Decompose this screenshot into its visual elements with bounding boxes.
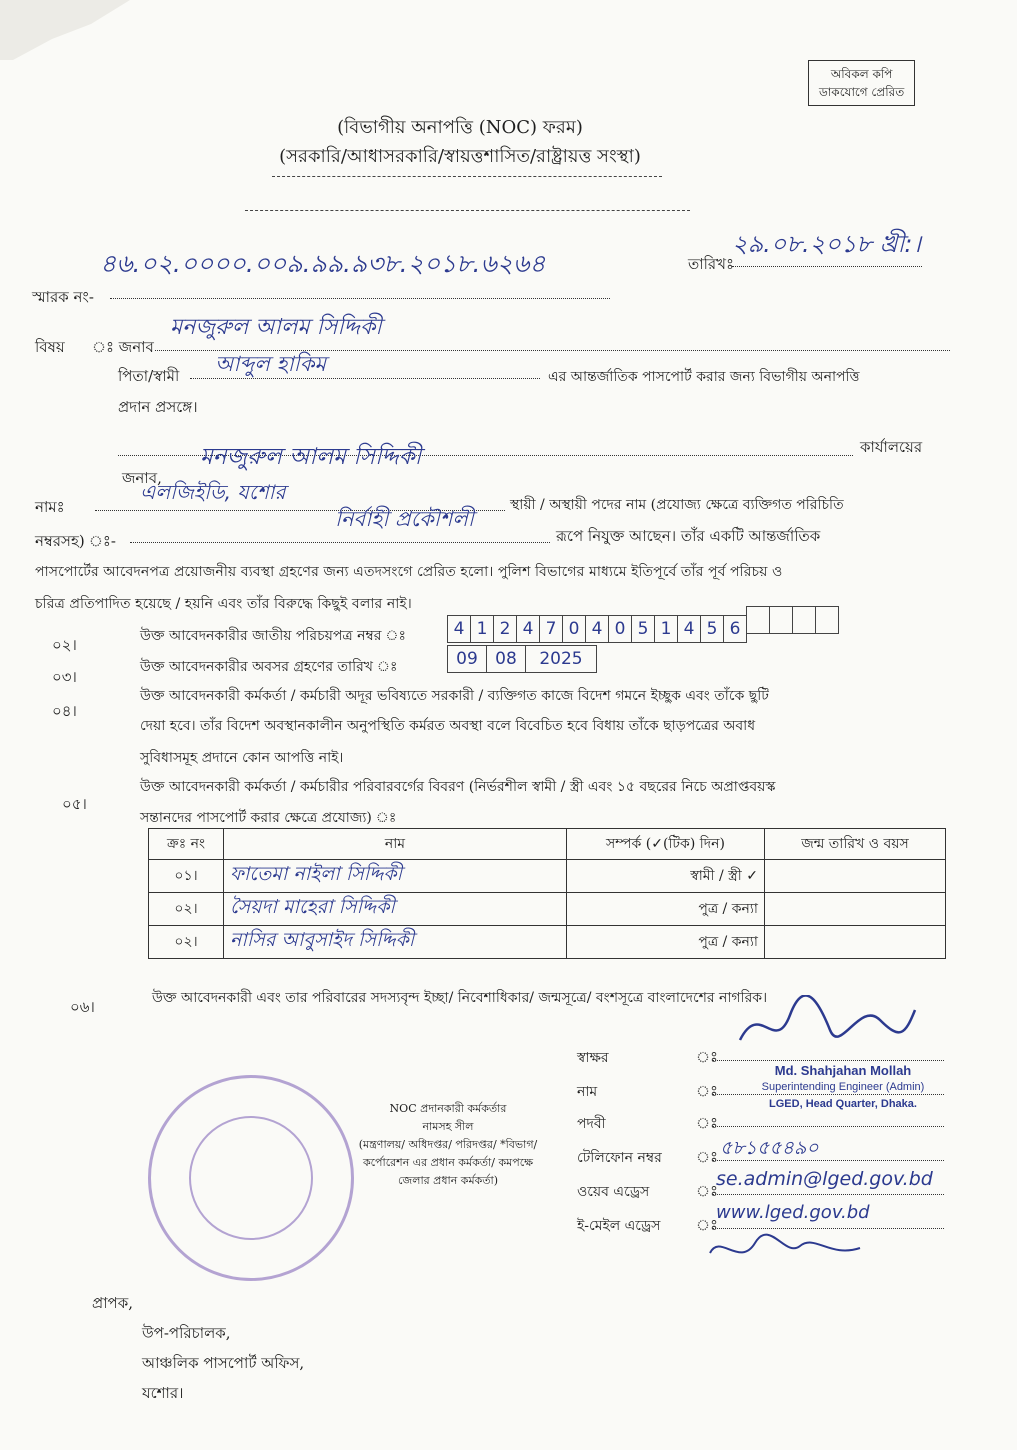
- subject-label: বিষয়: [35, 338, 65, 356]
- member-name: নাসির আবুসাইদ সিদ্দিকী: [224, 926, 567, 959]
- member-dob: [765, 926, 946, 959]
- nid-digit: 7: [539, 615, 563, 643]
- nid-digit: 0: [562, 615, 586, 643]
- row-number: ০২।: [149, 893, 224, 926]
- phone-field-label: টেলিফোন নম্বর: [577, 1150, 662, 1166]
- post-suffix: স্থায়ী / অস্থায়ী পদের নাম (প্রযোজ্য ক্ষেত্রে ব্যক্তিগত পরিচিতি: [510, 497, 844, 513]
- colon: ঃ: [696, 1114, 719, 1132]
- nid-digit: 2: [493, 615, 517, 643]
- item-number: ০৬।: [70, 998, 95, 1016]
- row-number: ০২।: [149, 926, 224, 959]
- colon: ঃ: [696, 1082, 719, 1100]
- table-row: [149, 893, 946, 926]
- name-field-label: নাম: [577, 1084, 598, 1100]
- member-dob: [765, 860, 946, 893]
- email-field-label: ই-মেইল এড্রেস: [577, 1218, 661, 1234]
- subject-suffix: এর আন্তর্জাতিক পাসপোর্ট করার জন্য বিভাগীয় অনাপত্তি: [548, 369, 860, 385]
- title-underline: [272, 176, 662, 177]
- email-value: www.lged.gov.bd: [716, 1202, 870, 1223]
- item-text: উক্ত আবেদনকারী কর্মকর্তা / কর্মচারীর পরিবারবর্গের বিবরণ (নির্ভরশীল স্বামী / স্ত্রী এবং ১৫ বছরের নিচে অপ্রাপ্তবয়স্ক: [140, 779, 776, 795]
- noc-note-line: নামসহ সীল: [422, 1120, 474, 1133]
- nid-digit: 1: [470, 615, 494, 643]
- item-text: উক্ত আবেদনকারীর অবসর গ্রহণের তারিখ ঃ: [140, 659, 398, 675]
- nid-digit: [815, 606, 839, 634]
- noc-note-line: জেলার প্রধান কর্মকর্তা): [397, 1174, 499, 1187]
- post-value: নির্বাহী প্রকৌশলী: [335, 507, 474, 531]
- member-relation: পুত্র / কন্যা: [567, 893, 765, 926]
- title-underline-2: [245, 210, 690, 211]
- item-text-2: দেয়া হবে। তাঁর বিদেশ অবস্থানকালীন অনুপস্থিতি কর্মরত অবস্থা বলে বিবেচিত হবে বিধায় তাঁকে ছাড়পত্রের অবাধ: [140, 718, 756, 734]
- officer-name: মনজুরুল আলম সিদ্দিকী: [200, 444, 422, 470]
- round-seal-inner: [189, 1116, 313, 1240]
- subject-mr-label: ঃ জনাব: [92, 338, 154, 356]
- designation-value: এলজিইডি, যশোর: [140, 480, 286, 504]
- nid-digit: 0: [608, 615, 632, 643]
- recipient-line: যশোর।: [142, 1384, 184, 1402]
- subject-tail: প্রদান প্রসঙ্গে।: [118, 398, 198, 416]
- phone-value: ৫৮১৫৫৪৯০: [720, 1137, 819, 1159]
- id-label: নম্বরসহ) ঃ-: [35, 532, 116, 550]
- noc-note: [328, 1100, 568, 1190]
- item-text-3: সুবিধাসমূহ প্রদানে কোন আপত্তি নাই।: [140, 750, 344, 766]
- sign-line: [712, 1060, 944, 1061]
- date-label: তারিখঃ: [688, 255, 734, 273]
- nid-boxes: [448, 606, 839, 643]
- item-number: ০৩।: [52, 668, 77, 686]
- memo-number: ৪৬.০২.০০০০.০০৯.৯৯.৯৩৮.২০১৮.৬২৬৪: [100, 249, 546, 278]
- stamp-line-2: ডাকযোগে প্রেরিত: [819, 85, 905, 99]
- colon: ঃ: [696, 1048, 719, 1066]
- form-subtitle: (সরকারি/আধাসরকারি/স্বায়ত্তশাসিত/রাষ্ট্রায়ত্ত সংস্থা): [279, 146, 641, 167]
- signature-scribble: [730, 995, 920, 1055]
- recipient-line: উপ-পরিচালক,: [142, 1324, 231, 1342]
- date-value: ২৯.০৮.২০১৮ খ্রী:।: [732, 230, 921, 258]
- item-text: উক্ত আবেদনকারী কর্মকর্তা / কর্মচারী অদূর ভবিষ্যতে সরকারী / ব্যক্তিগত কাজে বিদেশ গমনে ইচ্ছুক এবং তাঁকে ছুটি: [140, 688, 769, 704]
- col-header: নাম: [224, 829, 567, 860]
- member-name: সৈয়দা মাহেরা সিদ্দিকী: [224, 893, 567, 926]
- copy-stamp-box: [808, 60, 915, 106]
- member-name: ফাতেমা নাইলা সিদ্দিকী: [224, 860, 567, 893]
- row-number: ০১।: [149, 860, 224, 893]
- retire-year: 2025: [525, 645, 597, 673]
- officer-seal-org: LGED, Head Quarter, Dhaka.: [769, 1098, 917, 1110]
- initials-scribble: [700, 1228, 870, 1273]
- colon: ঃ: [696, 1148, 719, 1166]
- body-mr-label: জনাব,: [122, 469, 162, 487]
- item-number: ০২।: [52, 636, 77, 654]
- officer-seal: [738, 1062, 948, 1113]
- body-line-5: চরিত্র প্রতিপাদিত হয়েছে / হয়নি এবং তাঁর বিরুদ্ধে কিছুই বলার নাই।: [35, 596, 412, 612]
- office-suffix: কার্যালয়ের: [860, 438, 923, 456]
- noc-note-line: (মন্ত্রণালয়/ অধিদপ্তর/ পরিদপ্তর/ *বিভাগ/: [358, 1138, 538, 1151]
- memo-line: [110, 298, 610, 299]
- item-text-2: সন্তানদের পাসপোর্ট করার ক্ষেত্রে প্রযোজ্য) ঃ: [140, 810, 397, 826]
- date-line: [732, 266, 922, 267]
- nid-digit: 6: [723, 615, 747, 643]
- table-row: [149, 860, 946, 893]
- appointed-text: রূপে নিযুক্ত আছেন। তাঁর একটি আন্তর্জাতিক: [556, 527, 821, 545]
- item-number: ০৪।: [52, 702, 77, 720]
- noc-note-line: NOC প্রদানকারী কর্মকর্তার: [389, 1102, 507, 1115]
- nid-digit: 5: [700, 615, 724, 643]
- nid-digit: 5: [631, 615, 655, 643]
- member-relation: স্বামী / স্ত্রী ✓: [567, 860, 765, 893]
- father-name: আব্দুল হাকিম: [215, 352, 327, 376]
- colon: ঃ: [696, 1182, 719, 1200]
- member-dob: [765, 893, 946, 926]
- name-label: নামঃ: [35, 498, 65, 516]
- nid-digit: [792, 606, 816, 634]
- recipient-line: আঞ্চলিক পাসপোর্ট অফিস,: [142, 1354, 305, 1372]
- table-row: [149, 926, 946, 959]
- item-number: ০৫।: [62, 795, 87, 813]
- memo-label: স্মারক নং-: [32, 288, 94, 306]
- sign-label: স্বাক্ষর: [577, 1050, 609, 1066]
- nid-digit: [746, 606, 770, 634]
- family-table: [148, 828, 946, 959]
- col-header: ক্রঃ নং: [149, 829, 224, 860]
- round-seal: [148, 1075, 354, 1281]
- col-header: সম্পর্ক (✓(টিক) দিন): [567, 829, 765, 860]
- member-relation: পুত্র / কন্যা: [567, 926, 765, 959]
- father-label: পিতা/স্বামী: [118, 367, 180, 385]
- col-header: জন্ম তারিখ ও বয়স: [765, 829, 946, 860]
- nid-digit: 4: [677, 615, 701, 643]
- recipient-label: প্রাপক,: [92, 1294, 133, 1312]
- retire-month: 08: [486, 645, 526, 673]
- item-text: উক্ত আবেদনকারীর জাতীয় পরিচয়পত্র নম্বর ঃ: [140, 628, 406, 644]
- nid-digit: [769, 606, 793, 634]
- post-line: [130, 542, 550, 543]
- subject-applicant: মনজুরুল আলম সিদ্দিকী: [170, 315, 382, 340]
- noc-note-line: কর্পোরেশন এর প্রধান কর্মকর্তা/ কমপক্ষে: [362, 1156, 534, 1169]
- retire-day: 09: [447, 645, 487, 673]
- table-header-row: [149, 829, 946, 860]
- form-title: (বিভাগীয় অনাপত্তি (NOC) ফরম): [337, 117, 583, 138]
- web-value: se.admin@lged.gov.bd: [716, 1168, 933, 1190]
- stamp-line-1: অবিকল কপি: [830, 67, 893, 81]
- web-field-label: ওয়েব এড্রেস: [577, 1184, 650, 1200]
- nid-digit: 4: [447, 615, 471, 643]
- colon: ঃ: [696, 1216, 719, 1234]
- torn-corner: [0, 0, 130, 60]
- officer-seal-post: Superintending Engineer (Admin): [761, 1081, 925, 1093]
- post-field-label: পদবী: [577, 1116, 606, 1132]
- retire-date-boxes: [448, 645, 597, 673]
- nid-digit: 4: [585, 615, 609, 643]
- officer-seal-name: Md. Shahjahan Mollah: [774, 1063, 912, 1078]
- nid-digit: 4: [516, 615, 540, 643]
- post-line: [712, 1126, 944, 1127]
- web-line: [712, 1194, 944, 1195]
- nid-digit: 1: [654, 615, 678, 643]
- body-line-4: পাসপোর্টের আবেদনপত্র প্রয়োজনীয় ব্যবস্থা গ্রহণের জন্য এতদসংগে প্রেরিত হলো। পুলিশ বিভাগের মাধ্যমে ইতিপূর্বে তাঁর পূর্ব পরিচয় ও: [35, 564, 783, 580]
- item-text: উক্ত আবেদনকারী এবং তার পরিবারের সদস্যবৃন্দ ইচ্ছা/ নিবেশাধিকার/ জন্মসূত্রে/ বংশসূত্রে বাংলাদেশের নাগরিক।: [152, 990, 768, 1006]
